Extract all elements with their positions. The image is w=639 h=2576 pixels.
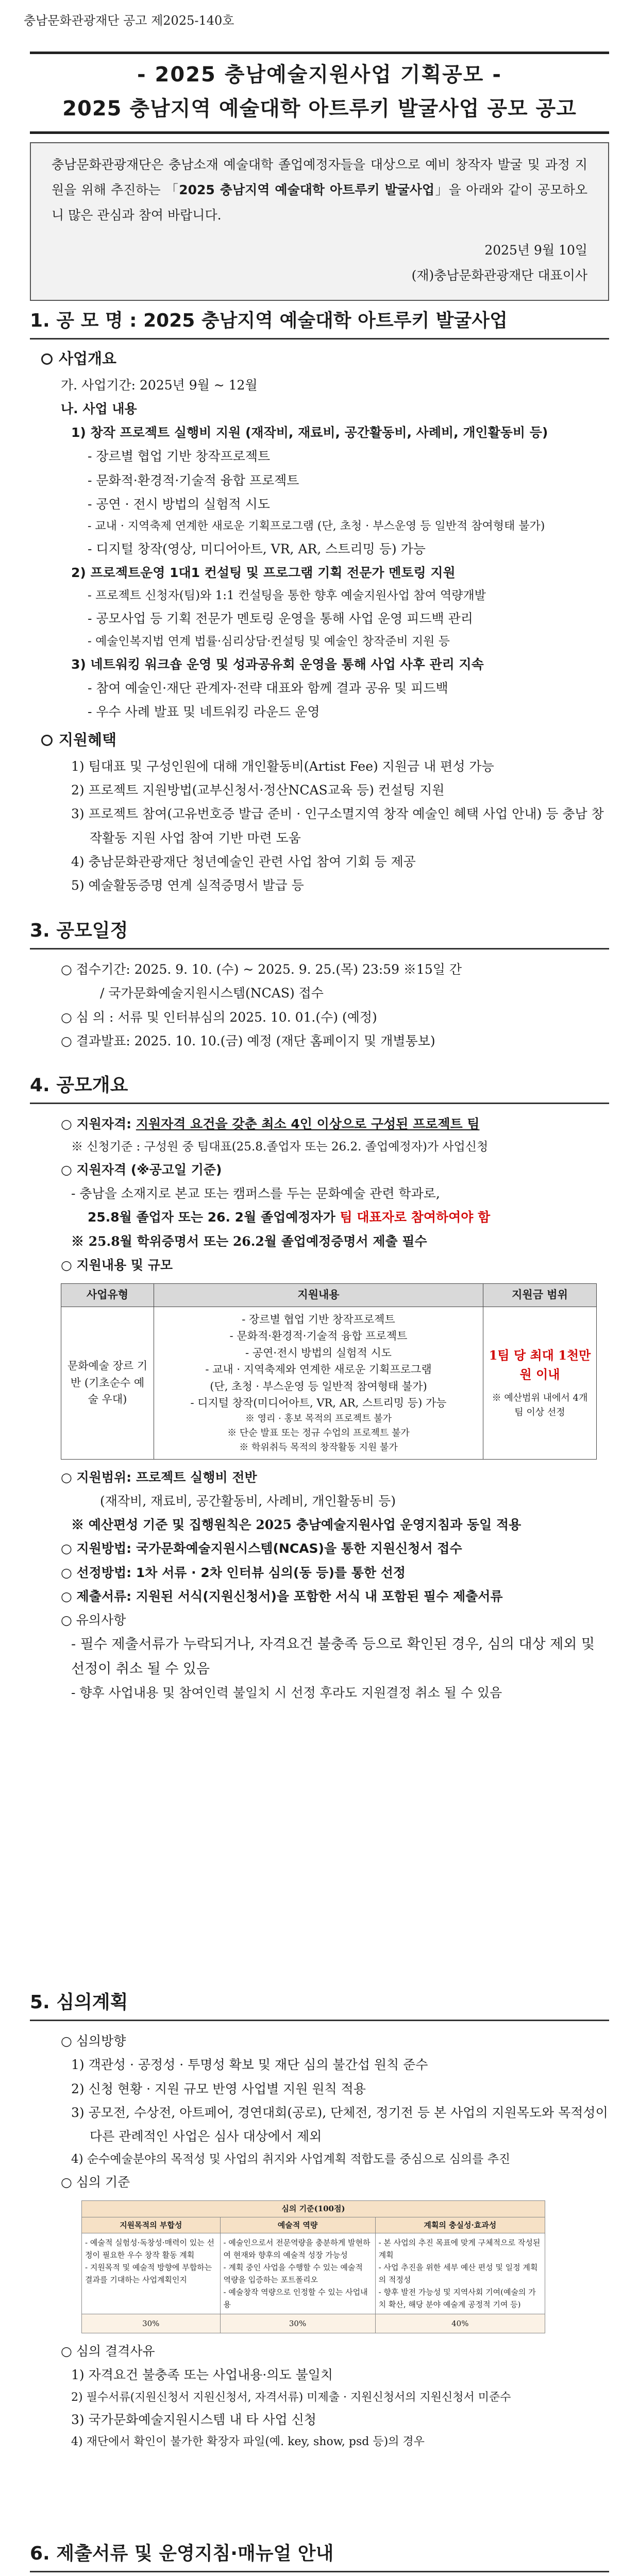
receipt-period: ○ 접수기간: 2025. 9. 10. (수) ~ 2025. 9. 25.(목) 23:59 ※15일 간 [61,962,462,977]
intro-box [30,142,609,301]
benefit-2: 2) 프로젝트 지원방법(교부신청서·정산NCAS교육 등) 컨설팅 지원 [71,783,445,798]
eval-cell-2: - 예술인으로서 전문역량을 충분하게 발현하여 현재와 향후의 예술적 성장 가능성 - 계획 중인 사업을 수행할 수 있는 예술적 역량을 입증하는 포트폴리오 - 예술창작 역량으로 인정할 수 있는 사업내용 [220,2233,375,2314]
evaluation-table [81,2200,545,2333]
section-1-heading: 1. 공 모 명 : 2025 충남지역 예술대학 아트루키 발굴사업 [30,307,609,340]
selection: ○ 선정방법: 1차 서류 · 2차 인터뷰 심의(동 등)를 통한 선정 [61,1565,406,1580]
intro-highlight: 2025 충남지역 예술대학 아트루키 발굴사업 [179,182,435,197]
item-2-a: - 프로젝트 신청자(팀)와 1:1 컨설팅을 통한 향후 예술지원사업 참여 역량개발 [88,589,486,603]
item-3-b: - 우수 사례 발표 및 네트워킹 라운드 운영 [88,704,320,720]
review-method-2: 2) 신청 현황 · 지원 규모 반영 사업별 지원 원칙 적용 [71,2081,366,2096]
disqualification-label: ○ 심의 결격사유 [61,2344,155,2359]
section-4-heading: 4. 공모개요 [30,1072,609,1104]
item-1-d: - 교내 · 지역축제 연계한 새로운 기획프로그램 (단, 초청 · 부스운영 등 일반적 참여형태 불가) [88,520,545,533]
section-6-heading: 6. 제출서류 및 운영지침·매뉴얼 안내 [30,2540,609,2572]
item-2-b: - 공모사업 등 기획 전문가 멘토링 운영을 통해 사업 운영 피드백 관리 [88,611,473,626]
method: ○ 지원방법: 국가문화예술지원시스템(NCAS)을 통한 지원신청서 접수 [61,1541,462,1556]
benefit-5: 5) 예술활동증명 연계 실적증명서 발급 등 [71,878,304,893]
receipt-period-2: / 국가문화예술지원시스템(NCAS) 접수 [100,986,324,1001]
qualification-2-b: 25.8월 졸업자 또는 26. 2월 졸업예정자가 팀 대표자로 참여하여야 함 [88,1210,491,1225]
document-number: 충남문화관광재단 공고 제2025-140호 [24,13,234,28]
table-cell-amount [483,1307,597,1459]
eval-cell-1: - 예술적 실험성·독창성·매력이 있는 선정이 필요한 우수 창작 활동 계획 - 지원목적 및 예술적 방향에 부합하는 결과를 기대하는 사업계획인지 [82,2233,221,2314]
qualification: ○ 지원자격: 지원자격 요건을 갖춘 최소 4인 이상으로 구성된 프로젝트 팀 [61,1116,480,1131]
sub-heading-benefits: 지원혜택 [41,729,609,752]
note-b: - 향후 사업내용 및 참여인력 불일치 시 선정 후라도 지원결정 취소 될 수 있음 [71,1685,502,1700]
fund-detail: (재작비, 재료비, 공간활동비, 사례비, 개인활동비 등) [100,1493,396,1509]
eval-weight-3: 40% [375,2314,545,2333]
eval-weight-2: 30% [220,2314,375,2333]
scale-label: ○ 지원내용 및 규모 [61,1257,173,1273]
table-header-content: 지원내용 [154,1284,483,1307]
criteria-label: ○ 심의 기준 [61,2174,130,2190]
section-3 [30,917,609,1053]
item-2-c: - 예술인복지법 연계 법률·심리상담·컨설팅 및 예술인 창작준비 지원 등 [88,634,450,648]
period: 가. 사업기간: 2025년 9월 ~ 12월 [61,377,258,393]
support-table [61,1283,597,1459]
benefit-4: 4) 충남문화관광재단 청년예술인 관련 사업 참여 기회 등 제공 [71,854,416,869]
fund-range: ○ 지원범위: 프로젝트 실행비 전반 [61,1469,257,1485]
eval-weight-1: 30% [82,2314,221,2333]
section-3-heading: 3. 공모일정 [30,917,609,950]
benefit-1: 1) 팀대표 및 구성인원에 대해 개인활동비(Artist Fee) 지원금 내 편성 가능 [71,758,494,774]
table-cell-type: 문화예술 장르 기반 (기초순수 예술 우대) [61,1307,154,1459]
fund-note: ※ 예산편성 기준 및 집행원칙은 2025 충남예술지원사업 운영지침과 동일 적용 [71,1517,522,1532]
disqualification-2: 2) 필수서류(지원신청서 지원신청서, 자격서류) 미제출 · 지원신청서의 지원신청서 미준수 [71,2391,511,2404]
title-box [30,52,609,134]
section-1 [30,307,609,897]
documents: ○ 제출서류: 지원된 서식(지원신청서)을 포함한 서식 내 포함된 필수 제출서류 [61,1588,503,1604]
item-1-c: - 공연 · 전시 방법의 실험적 시도 [88,496,270,512]
review-schedule: ○ 심 의 : 서류 및 인터뷰심의 2025. 10. 01.(수) (예정) [61,1009,377,1025]
review-method-label: ○ 심의방향 [61,2033,126,2048]
qualification-2-a: - 충남을 소재지로 본교 또는 캠퍼스를 두는 문화예술 관련 학과로, [71,1186,440,1201]
amount-note: ※ 예산범위 내에서 4개 팀 이상 선정 [492,1393,588,1418]
circle-bullet-icon [41,735,53,746]
intro-text-pre: 충남문화관광재단은 충남소재 예술대학 졸업예정자들을 대상으로 예비 창작자 발굴 및 과정 지원을 위해 추진하는 「 [52,157,587,197]
title-line-1: - 2025 충남예술지원사업 기획공모 - [137,63,502,87]
item-1-e: - 디지털 창작(영상, 미디어아트, VR, AR, 스트리밍 등) 가능 [88,541,426,556]
intro-text-post: 」을 아래와 같이 공모하오니 많은 관심과 참여 바랍니다. [52,182,588,223]
item-1-a: - 장르별 협업 기반 창작프로젝트 [88,449,271,464]
benefit-3: 3) 프로젝트 참여(고유번호증 발급 준비 · 인구소멸지역 창작 예술인 혜택 사업 안내) 등 충남 창작활동 지원 사업 참여 기반 마련 도움 [71,806,604,845]
review-method-3: 3) 공모전, 수상전, 아트페어, 경연대회(공로), 단체전, 정기전 등 본 사업의 지원목도와 목적성이 다른 관례적인 사업은 심사 대상에서 제외 [71,2105,608,2144]
sub-heading-overview: 사업개요 [41,348,609,370]
eval-header-1: 지원목적의 부합성 [82,2217,221,2233]
intro-date: 2025년 9월 10일 [484,243,587,258]
item-1-b: - 문화적·환경적·기술적 융합 프로젝트 [88,472,299,488]
section-4 [30,1072,609,1705]
notes-label: ○ 유의사항 [61,1613,126,1628]
table-header-amount: 지원금 범위 [483,1284,597,1307]
intro-text [52,152,587,228]
item-3-a: - 참여 예술인·재단 관계자·전략 대표와 함께 결과 공유 및 피드백 [88,680,448,696]
eval-header-2: 예술적 역량 [220,2217,375,2233]
result-schedule: ○ 결과발표: 2025. 10. 10.(금) 예정 (재단 홈페이지 및 개별통보) [61,1033,435,1048]
note-a: - 필수 제출서류가 누락되거나, 자격요건 불충족 등으로 확인된 경우, 심의 대상 제외 및 선정이 취소 될 수 있음 [71,1636,595,1677]
table-cell-content: - 장르별 협업 기반 창작프로젝트 - 문화적·환경적·기술적 융합 프로젝트 - 공연·전시 방법의 실험적 시도 - 교내 · 지역축제와 연계한 새로운 기획프로그램 (단, 초청 · 부스운영 등 일반적 참여형태 불가) - 디지털 창작(미디어아트, VR, AR, 스트리밍 등) 가능 ※ 영리 · 홍보 목적의 프로젝트 불가 ※ 단순 발표 또는 정규 수업의 프로젝트 불가 ※ 학위취득 목적의 창작활동 지원 불가 [154,1307,483,1459]
review-method-4: 4) 순수예술분야의 목적성 및 사업의 취지와 사업계획 적합도를 중심으로 심의를 추진 [71,2153,511,2166]
eval-cell-3: - 본 사업의 추진 목표에 맞게 구체적으로 작성된 계획 - 사업 추진을 위한 세부 예산 편성 및 일정 계획의 적정성 - 향후 발전 가능성 및 지역사회 기여(예술의 가치 확산, 해당 분야 예술계 공정적 기여 등) [375,2233,545,2314]
circle-bullet-icon [41,353,53,365]
item-2: 2) 프로젝트운영 1대1 컨설팅 및 프로그램 기획 전문가 멘토링 지원 [71,565,456,580]
eval-caption: 심의 기준(100점) [82,2201,545,2217]
amount-main: 1팀 당 최대 1천만원 이내 [489,1347,591,1382]
section-5-heading: 5. 심의계획 [30,1989,609,2021]
disqualification-4: 4) 재단에서 확인이 불가한 확장자 파일(예. key, show, psd 등)의 경우 [71,2435,425,2449]
disqualification-3: 3) 국가문화예술지원시스템 내 타 사업 신청 [71,2412,316,2428]
intro-org: (재)충남문화관광재단 대표이사 [411,268,587,283]
table-header-type: 사업유형 [61,1284,154,1307]
qualification-2-c: ※ 25.8월 학위증명서 또는 26.2월 졸업예정증명서 제출 필수 [71,1233,427,1249]
content-title: 나. 사업 내용 [61,401,137,416]
section-6 [30,2540,609,2576]
qualification-note: ※ 신청기준 : 구성원 중 팀대표(25.8.졸업자 또는 26.2. 졸업예정자)가 사업신청 [71,1140,489,1154]
section-5 [30,1989,609,2453]
item-1: 1) 창작 프로젝트 실행비 지원 (재작비, 재료비, 공간활동비, 사례비, 개인활동비 등) [71,425,548,440]
qualification-2: ○ 지원자격 (※공고일 기준) [61,1162,222,1177]
eval-header-3: 계획의 충실성·효과성 [375,2217,545,2233]
title-line-2: 2025 충남지역 예술대학 아트루키 발굴사업 공모 공고 [62,97,577,121]
disqualification-1: 1) 자격요건 불충족 또는 사업내용·의도 불일치 [71,2367,333,2383]
review-method-1: 1) 객관성 · 공정성 · 투명성 확보 및 재단 심의 불간섭 원칙 준수 [71,2057,428,2073]
item-3: 3) 네트워킹 워크숍 운영 및 성과공유회 운영을 통해 사업 사후 관리 지속 [71,656,484,672]
